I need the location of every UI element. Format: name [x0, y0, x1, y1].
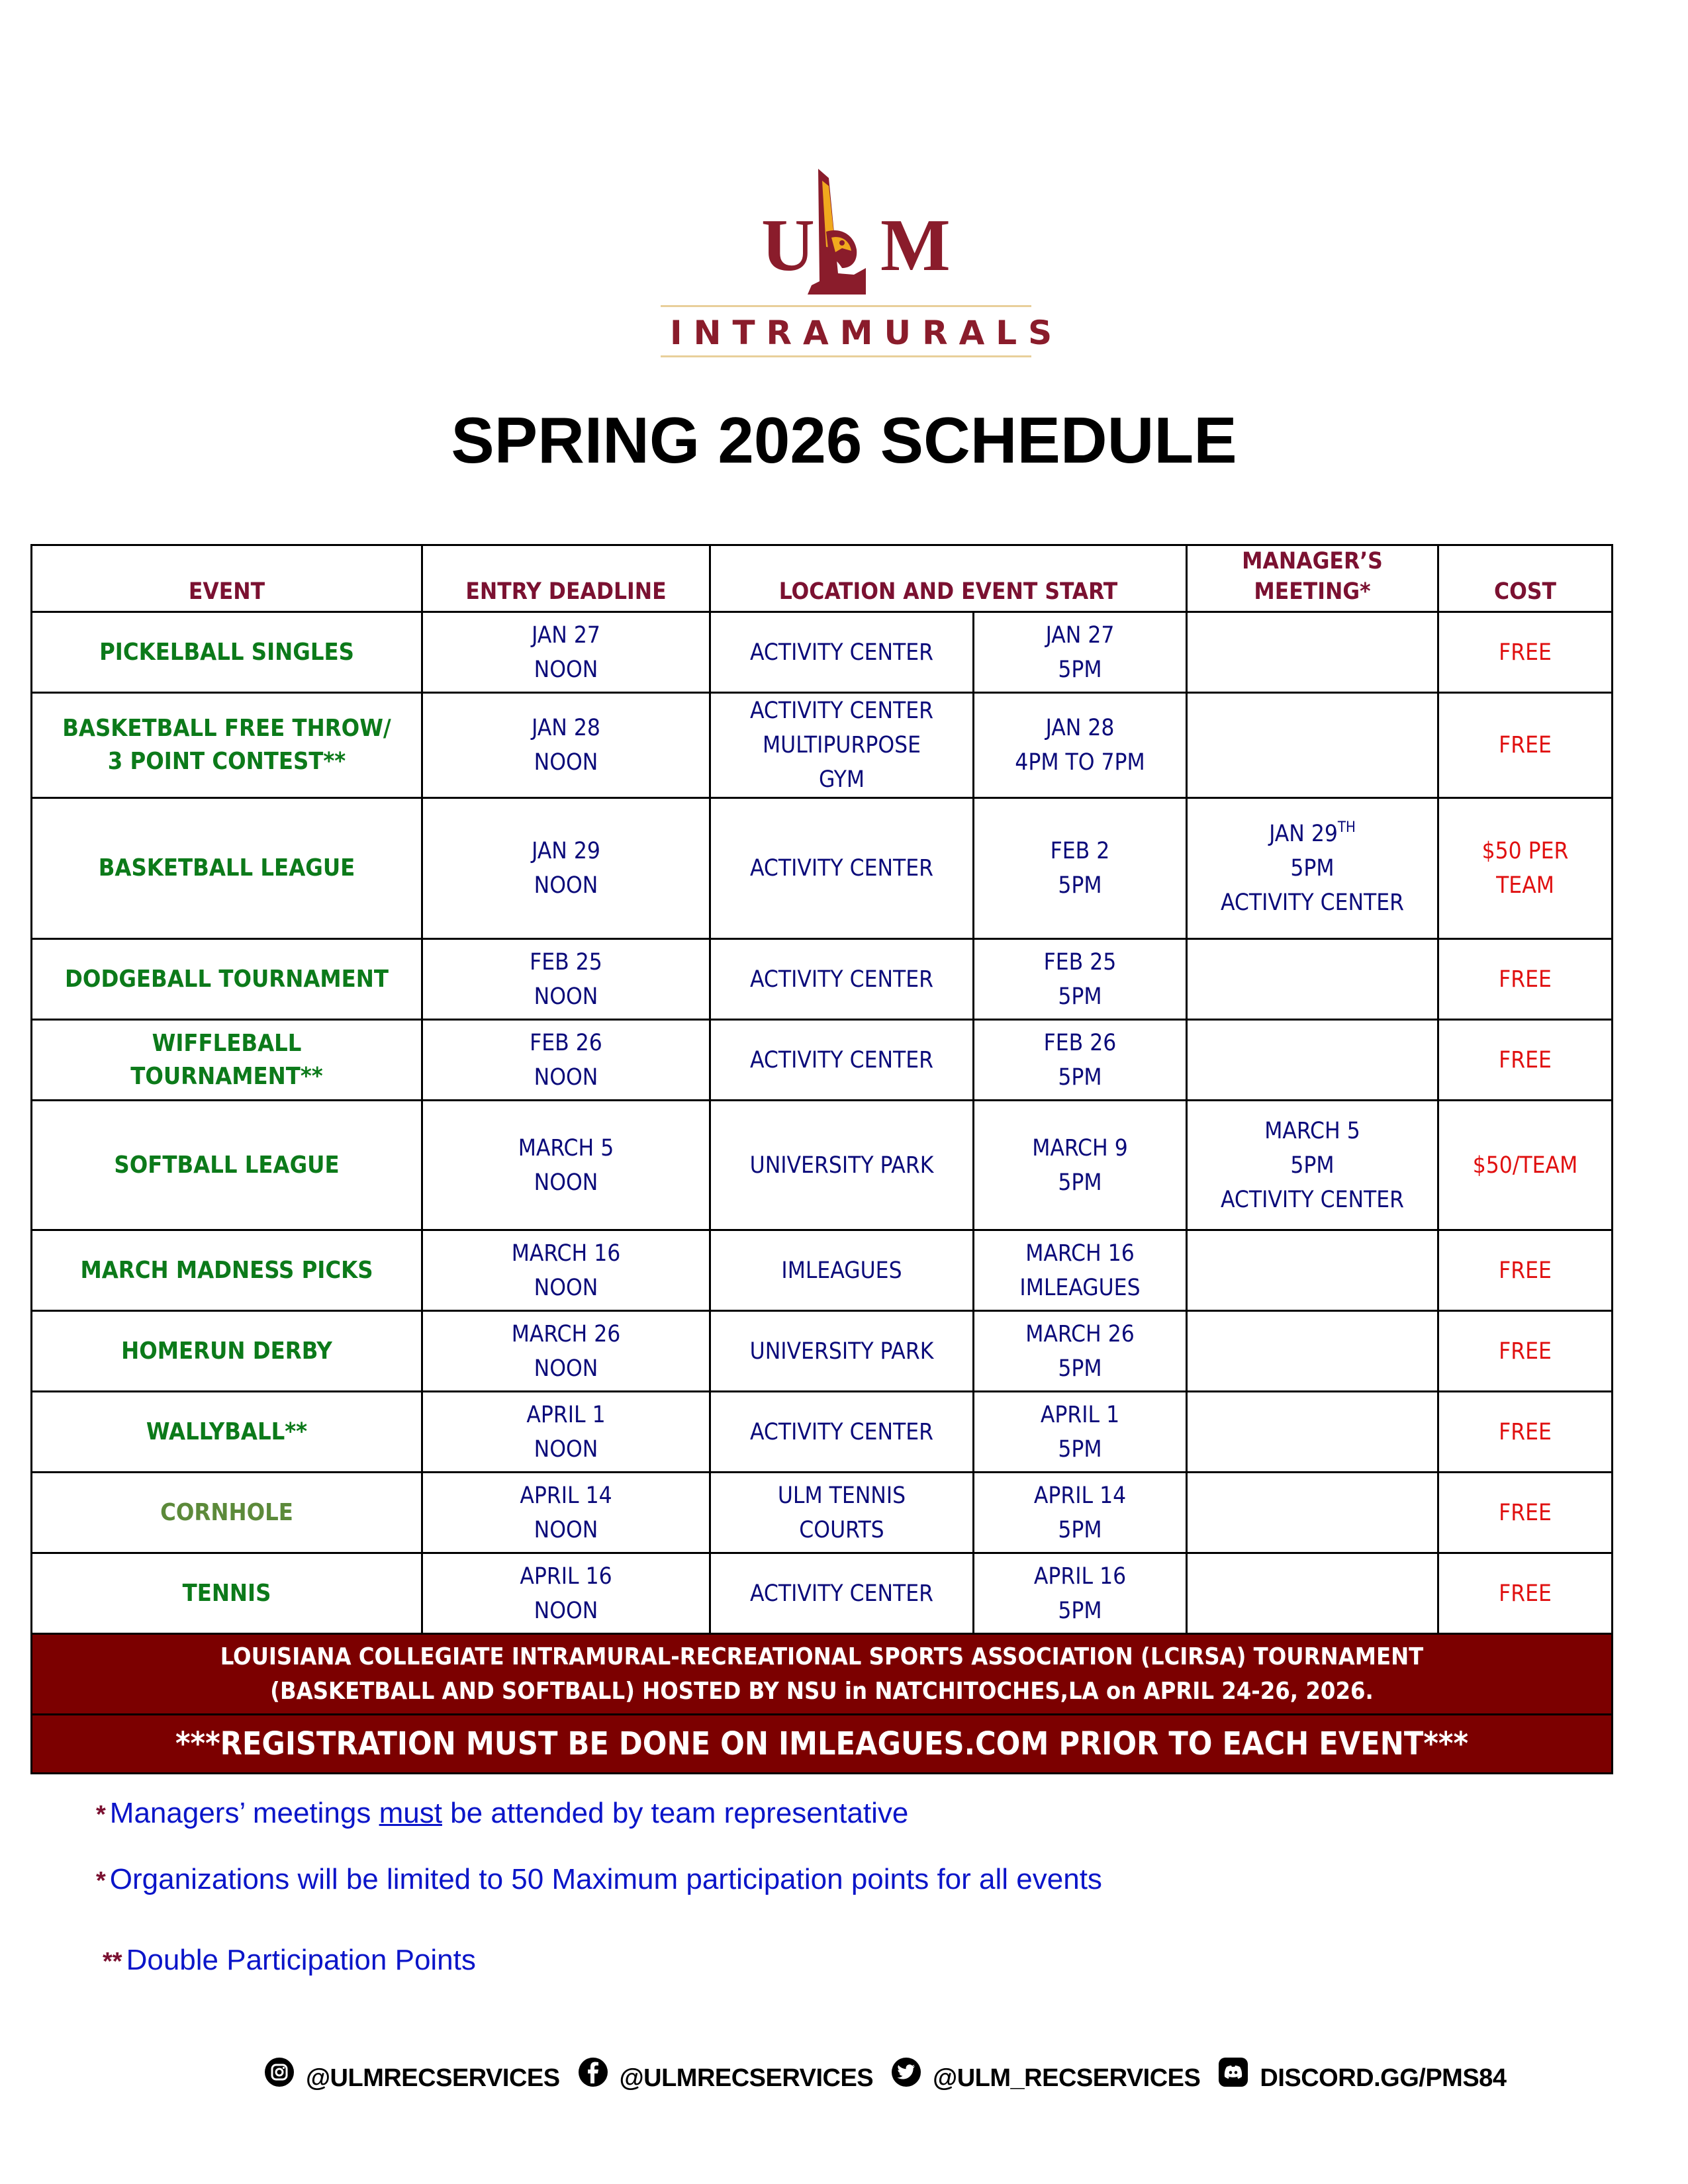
event-start-line: FEB 26	[1043, 1029, 1117, 1056]
instagram-icon	[265, 2058, 294, 2087]
entry-deadline-cell	[422, 1392, 710, 1473]
entry-deadline-line: NOON	[534, 872, 598, 899]
managers-meeting-cell	[1187, 693, 1438, 798]
registration-banner-row	[32, 1715, 1613, 1774]
managers-meeting-line: 5PM	[1290, 855, 1335, 882]
entry-deadline-line: NOON	[534, 1597, 598, 1624]
managers-meeting-cell	[1187, 798, 1438, 939]
event-name-line: TOURNAMENT**	[130, 1062, 323, 1090]
event-start-line: 5PM	[1058, 1597, 1102, 1624]
logo-wordmark: INTRAMURALS	[670, 314, 1064, 352]
location-cell	[710, 1101, 974, 1230]
event-start-line: 5PM	[1058, 1064, 1102, 1091]
event-name-cell	[32, 612, 422, 693]
event-start-cell	[974, 693, 1187, 798]
entry-deadline-line: MARCH 5	[518, 1134, 614, 1161]
entry-deadline-line: NOON	[534, 656, 598, 683]
footnote-asterisk: *	[96, 1867, 106, 1895]
entry-deadline-line: NOON	[534, 1516, 598, 1543]
table-row	[32, 693, 1613, 798]
facebook-handle: @ULMRECSERVICES	[619, 2064, 874, 2092]
entry-deadline-line: MARCH 16	[511, 1240, 621, 1267]
cost-cell	[1438, 1311, 1613, 1392]
header-managers-meeting-line2: MEETING*	[1254, 578, 1371, 605]
event-start-line: MARCH 26	[1025, 1320, 1135, 1347]
location-line: GYM	[818, 766, 865, 793]
event-start-line: IMLEAGUES	[1019, 1274, 1141, 1301]
event-name-cell	[32, 1311, 422, 1392]
discord-icon	[1219, 2058, 1248, 2087]
cost-line: FREE	[1499, 639, 1552, 666]
header-managers-meeting-line1: MANAGER’S	[1242, 548, 1383, 574]
cost-cell	[1438, 1553, 1613, 1634]
event-start-line: 5PM	[1058, 1435, 1102, 1463]
event-name-line: 3 POINT CONTEST**	[107, 748, 346, 775]
twitter-icon	[892, 2058, 921, 2087]
logo-letter-u: U	[761, 205, 815, 287]
managers-meeting-cell	[1187, 1311, 1438, 1392]
social-facebook[interactable]	[579, 2064, 874, 2093]
entry-deadline-cell	[422, 1311, 710, 1392]
managers-meeting-cell	[1187, 1230, 1438, 1311]
managers-meeting-cell	[1187, 1101, 1438, 1230]
cost-cell	[1438, 798, 1613, 939]
header-cost: COST	[1438, 545, 1613, 612]
managers-meeting-line: MARCH 5	[1264, 1117, 1360, 1144]
location-cell	[710, 612, 974, 693]
header-managers-meeting	[1187, 545, 1438, 612]
event-name-cell	[32, 1392, 422, 1473]
cost-cell	[1438, 1473, 1613, 1553]
logo-letter-m: M	[880, 205, 951, 287]
cost-line: FREE	[1499, 1499, 1552, 1526]
event-name-line: BASKETBALL LEAGUE	[98, 854, 355, 882]
event-start-line: JAN 27	[1045, 621, 1115, 649]
event-name-line: TENNIS	[182, 1579, 271, 1607]
entry-deadline-cell	[422, 612, 710, 693]
cost-cell	[1438, 1392, 1613, 1473]
header-location-start: LOCATION AND EVENT START	[710, 545, 1187, 612]
cost-line: FREE	[1499, 966, 1552, 993]
event-name-cell	[32, 798, 422, 939]
cost-line: FREE	[1499, 1257, 1552, 1284]
event-start-cell	[974, 939, 1187, 1020]
event-start-line: MARCH 9	[1032, 1134, 1128, 1161]
event-start-cell	[974, 1311, 1187, 1392]
event-start-cell	[974, 1392, 1187, 1473]
entry-deadline-cell	[422, 1020, 710, 1101]
table-header-row	[32, 545, 1613, 612]
facebook-icon	[579, 2058, 608, 2087]
location-line: MULTIPURPOSE	[762, 732, 921, 758]
event-start-line: 5PM	[1058, 656, 1102, 683]
event-start-line: 5PM	[1058, 872, 1102, 899]
event-name-line: BASKETBALL FREE THROW/	[62, 715, 391, 742]
entry-deadline-cell	[422, 1101, 710, 1230]
header-event: EVENT	[32, 545, 422, 612]
social-links	[265, 2055, 1524, 2101]
footnote-double-asterisk: **	[103, 1948, 122, 1976]
cost-cell	[1438, 693, 1613, 798]
cost-line: FREE	[1499, 1046, 1552, 1073]
entry-deadline-line: FEB 26	[530, 1029, 602, 1056]
entry-deadline-line: NOON	[534, 1274, 598, 1301]
location-cell	[710, 798, 974, 939]
managers-meeting-cell	[1187, 1020, 1438, 1101]
cost-line: FREE	[1499, 1418, 1552, 1445]
event-start-line: 5PM	[1058, 983, 1102, 1010]
cost-line: TEAM	[1496, 872, 1554, 899]
table-row	[32, 1473, 1613, 1553]
managers-meeting-line: 5PM	[1290, 1152, 1335, 1179]
footnote-double-points: ** Double Participation Points	[103, 1944, 476, 1976]
entry-deadline-line: APRIL 14	[520, 1482, 612, 1509]
location-line: ACTIVITY CENTER	[749, 639, 934, 666]
event-start-line: 4PM TO 7PM	[1015, 749, 1145, 776]
event-start-cell	[974, 1020, 1187, 1101]
event-name-cell	[32, 1553, 422, 1634]
event-start-line: 5PM	[1058, 1355, 1102, 1382]
entry-deadline-line: NOON	[534, 1169, 598, 1196]
cost-cell	[1438, 939, 1613, 1020]
entry-deadline-line: NOON	[534, 1435, 598, 1463]
event-name-line: HOMERUN DERBY	[121, 1337, 332, 1365]
logo-rule-top	[661, 305, 1031, 307]
lcirsa-banner	[32, 1634, 1613, 1715]
event-start-line: JAN 28	[1045, 715, 1115, 741]
ulm-intramurals-logo	[655, 169, 1064, 361]
event-start-line: MARCH 16	[1025, 1240, 1135, 1267]
twitter-handle: @ULM_RECSERVICES	[933, 2064, 1201, 2092]
cost-cell	[1438, 612, 1613, 693]
cost-line: $50 PER	[1481, 838, 1569, 864]
location-line: ACTIVITY CENTER	[749, 698, 934, 724]
managers-meeting-cell	[1187, 612, 1438, 693]
table-row	[32, 1230, 1613, 1311]
managers-meeting-line: ACTIVITY CENTER	[1220, 1186, 1405, 1213]
table-row	[32, 939, 1613, 1020]
location-cell	[710, 1020, 974, 1101]
event-start-cell	[974, 1553, 1187, 1634]
managers-meeting-cell	[1187, 1553, 1438, 1634]
table-row	[32, 1553, 1613, 1634]
location-cell	[710, 939, 974, 1020]
location-line: ACTIVITY CENTER	[749, 1418, 934, 1445]
event-start-cell	[974, 1473, 1187, 1553]
lcirsa-banner-line2: (BASKETBALL AND SOFTBALL) HOSTED BY NSU in NATCHITOCHES,LA on APRIL 24-26, 2026.	[270, 1677, 1374, 1705]
discord-link: DISCORD.GG/PMS84	[1260, 2064, 1507, 2092]
table-row	[32, 798, 1613, 939]
registration-banner: ***REGISTRATION MUST BE DONE ON IMLEAGUES.COM PRIOR TO EACH EVENT***	[32, 1715, 1613, 1774]
entry-deadline-line: NOON	[534, 983, 598, 1010]
event-start-line: FEB 2	[1050, 838, 1110, 864]
location-cell	[710, 693, 974, 798]
page-title: SPRING 2026 SCHEDULE	[451, 404, 1237, 477]
entry-deadline-line: MARCH 26	[511, 1320, 621, 1347]
location-cell	[710, 1473, 974, 1553]
location-line: ACTIVITY CENTER	[749, 1580, 934, 1607]
event-name-line: PICKELBALL SINGLES	[99, 638, 354, 666]
entry-deadline-cell	[422, 798, 710, 939]
event-name-cell	[32, 1020, 422, 1101]
table-row	[32, 1020, 1613, 1101]
instagram-handle: @ULMRECSERVICES	[306, 2064, 560, 2092]
location-cell	[710, 1311, 974, 1392]
event-name-line: CORNHOLE	[160, 1498, 293, 1526]
cost-cell	[1438, 1101, 1613, 1230]
entry-deadline-line: JAN 28	[532, 715, 600, 741]
event-name-line: MARCH MADNESS PICKS	[80, 1256, 373, 1284]
table-row	[32, 1311, 1613, 1392]
managers-meeting-cell	[1187, 1473, 1438, 1553]
location-line: IMLEAGUES	[781, 1257, 902, 1284]
managers-meeting-cell	[1187, 1392, 1438, 1473]
event-start-cell	[974, 798, 1187, 939]
header-entry-deadline: ENTRY DEADLINE	[422, 545, 710, 612]
event-start-line: APRIL 1	[1040, 1401, 1120, 1428]
location-cell	[710, 1230, 974, 1311]
entry-deadline-line: JAN 27	[532, 621, 600, 649]
event-start-cell	[974, 612, 1187, 693]
logo-rule-bottom	[661, 355, 1031, 357]
entry-deadline-line: FEB 25	[530, 948, 602, 976]
entry-deadline-line: NOON	[534, 1355, 598, 1382]
cost-line: FREE	[1499, 732, 1552, 758]
entry-deadline-cell	[422, 1473, 710, 1553]
table-row	[32, 612, 1613, 693]
event-name-line: SOFTBALL LEAGUE	[114, 1151, 340, 1179]
location-line: ULM TENNIS	[777, 1482, 906, 1509]
entry-deadline-cell	[422, 1553, 710, 1634]
entry-deadline-line: APRIL 16	[520, 1563, 612, 1590]
location-line: ACTIVITY CENTER	[749, 1046, 934, 1073]
warhawk-logo-icon	[655, 169, 1039, 298]
event-name-cell	[32, 939, 422, 1020]
location-cell	[710, 1553, 974, 1634]
event-name-cell	[32, 1230, 422, 1311]
location-line: COURTS	[799, 1516, 884, 1543]
managers-meeting-line: ACTIVITY CENTER	[1220, 889, 1405, 916]
event-start-line: APRIL 16	[1033, 1563, 1127, 1590]
event-name-line: DODGEBALL TOURNAMENT	[65, 965, 389, 993]
underlined-must: must	[379, 1797, 442, 1829]
lcirsa-banner-line1: LOUISIANA COLLEGIATE INTRAMURAL-RECREATIONAL SPORTS ASSOCIATION (LCIRSA) TOURNAMENT	[220, 1643, 1424, 1670]
event-name-cell	[32, 1101, 422, 1230]
footnote-asterisk: *	[96, 1801, 106, 1829]
managers-meeting-cell	[1187, 939, 1438, 1020]
schedule-table	[30, 544, 1613, 1774]
event-start-line: 5PM	[1058, 1169, 1102, 1196]
table-row	[32, 1101, 1613, 1230]
event-start-line: FEB 25	[1043, 948, 1117, 976]
entry-deadline-line: NOON	[534, 749, 598, 776]
location-cell	[710, 1392, 974, 1473]
location-line: ACTIVITY CENTER	[749, 966, 934, 993]
entry-deadline-cell	[422, 693, 710, 798]
entry-deadline-cell	[422, 939, 710, 1020]
entry-deadline-line: JAN 29	[532, 838, 600, 864]
location-line: ACTIVITY CENTER	[749, 855, 934, 882]
location-line: UNIVERSITY PARK	[749, 1338, 934, 1365]
event-name-line: WIFFLEBALL	[152, 1029, 302, 1057]
managers-meeting-line: JAN 29	[1269, 821, 1338, 847]
footnote-managers-meeting: * Managers’ meetings must be attended by team representative	[96, 1797, 909, 1829]
entry-deadline-cell	[422, 1230, 710, 1311]
event-start-cell	[974, 1101, 1187, 1230]
social-instagram[interactable]	[265, 2064, 560, 2093]
footnote-participation-limit: * Organizations will be limited to 50 Maximum participation points for all events	[96, 1863, 1102, 1895]
social-twitter[interactable]	[892, 2064, 1200, 2093]
cost-line: FREE	[1499, 1580, 1552, 1607]
table-row	[32, 1392, 1613, 1473]
cost-line: FREE	[1499, 1338, 1552, 1365]
entry-deadline-line: APRIL 1	[526, 1401, 606, 1428]
lcirsa-banner-row	[32, 1634, 1613, 1715]
event-name-cell	[32, 1473, 422, 1553]
cost-line: $50/TEAM	[1472, 1152, 1578, 1179]
event-start-line: APRIL 14	[1033, 1482, 1127, 1509]
social-discord[interactable]	[1219, 2064, 1506, 2093]
event-name-line: WALLYBALL**	[146, 1418, 308, 1445]
event-name-cell	[32, 693, 422, 798]
location-line: UNIVERSITY PARK	[749, 1152, 934, 1179]
cost-cell	[1438, 1020, 1613, 1101]
entry-deadline-line: NOON	[534, 1064, 598, 1091]
cost-cell	[1438, 1230, 1613, 1311]
event-start-cell	[974, 1230, 1187, 1311]
event-start-line: 5PM	[1058, 1516, 1102, 1543]
ordinal-suffix: TH	[1337, 819, 1356, 836]
